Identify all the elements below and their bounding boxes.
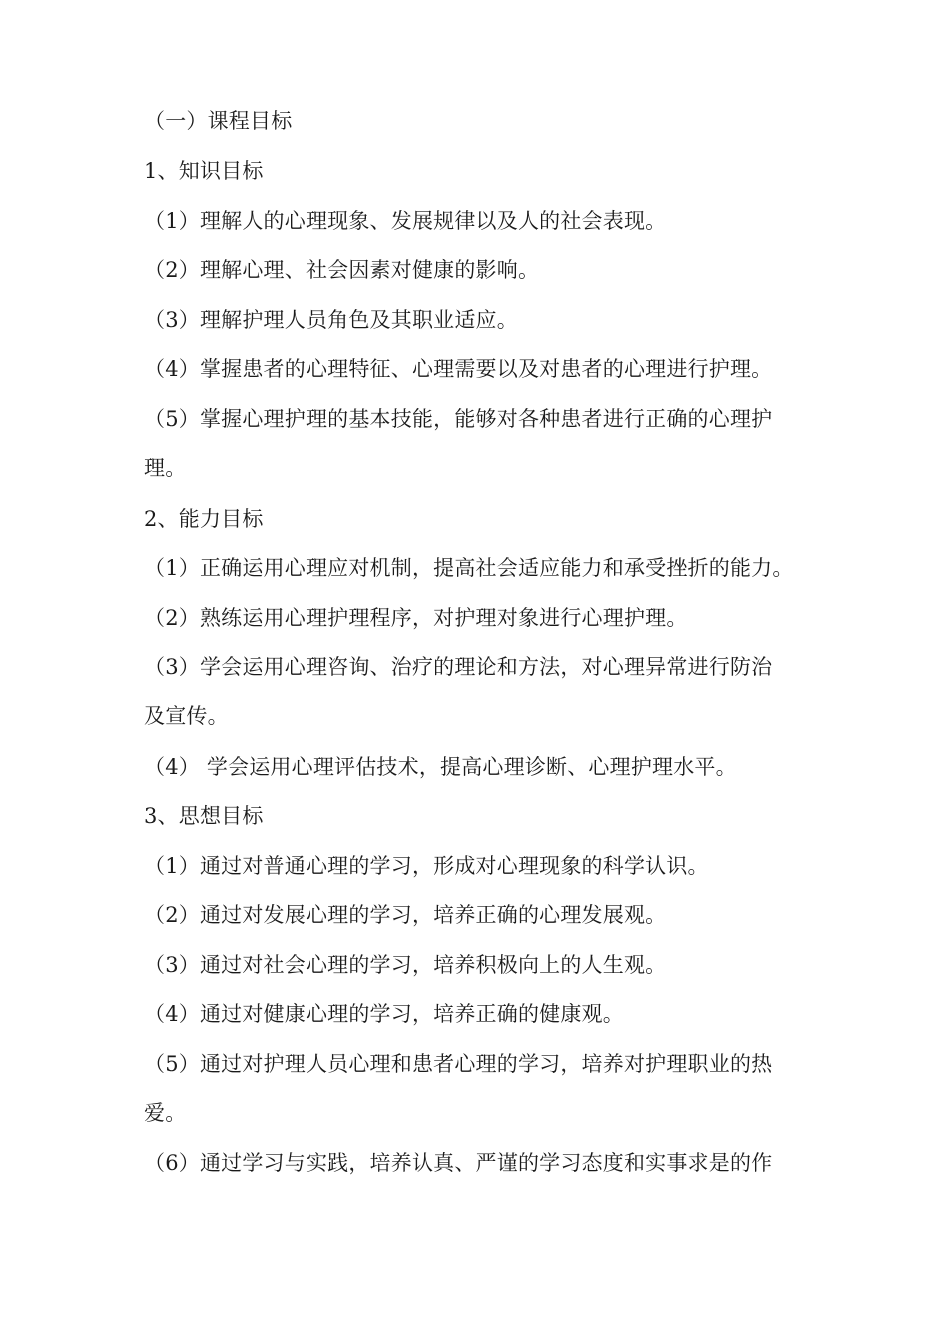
ability-item-3: （3）学会运用心理咨询、治疗的理论和方法，对心理异常进行防治	[144, 655, 773, 679]
knowledge-item-3: （3）理解护理人员角色及其职业适应。	[144, 308, 518, 332]
knowledge-item-1: （1）理解人的心理现象、发展规律以及人的社会表现。	[144, 209, 667, 233]
ideology-item-5: （5）通过对护理人员心理和患者心理的学习，培养对护理职业的热	[144, 1052, 773, 1076]
knowledge-item-4: （4）掌握患者的心理特征、心理需要以及对患者的心理进行护理。	[144, 357, 773, 381]
ability-heading: 2、能力目标	[144, 507, 264, 531]
section-heading: （一）课程目标	[144, 109, 293, 133]
ability-item-4: （4） 学会运用心理评估技术，提高心理诊断、心理护理水平。	[144, 755, 737, 779]
knowledge-item-5: （5）掌握心理护理的基本技能，能够对各种患者进行正确的心理护	[144, 407, 773, 431]
knowledge-heading: 1、知识目标	[144, 159, 264, 183]
ability-item-3-continued: 及宣传。	[144, 704, 229, 728]
ideology-item-4: （4）通过对健康心理的学习，培养正确的健康观。	[144, 1002, 624, 1026]
ideology-item-5-continued: 爱。	[144, 1101, 187, 1125]
ability-item-2: （2）熟练运用心理护理程序，对护理对象进行心理护理。	[144, 606, 688, 630]
ideology-item-6: （6）通过学习与实践，培养认真、严谨的学习态度和实事求是的作	[144, 1151, 773, 1175]
knowledge-item-5-continued: 理。	[144, 456, 187, 480]
ideology-item-3: （3）通过对社会心理的学习，培养积极向上的人生观。	[144, 953, 667, 977]
ability-item-1: （1）正确运用心理应对机制，提高社会适应能力和承受挫折的能力。	[144, 556, 794, 580]
ideology-heading: 3、思想目标	[144, 804, 264, 828]
ideology-item-1: （1）通过对普通心理的学习，形成对心理现象的科学认识。	[144, 854, 709, 878]
ideology-item-2: （2）通过对发展心理的学习，培养正确的心理发展观。	[144, 903, 667, 927]
knowledge-item-2: （2）理解心理、社会因素对健康的影响。	[144, 258, 540, 282]
